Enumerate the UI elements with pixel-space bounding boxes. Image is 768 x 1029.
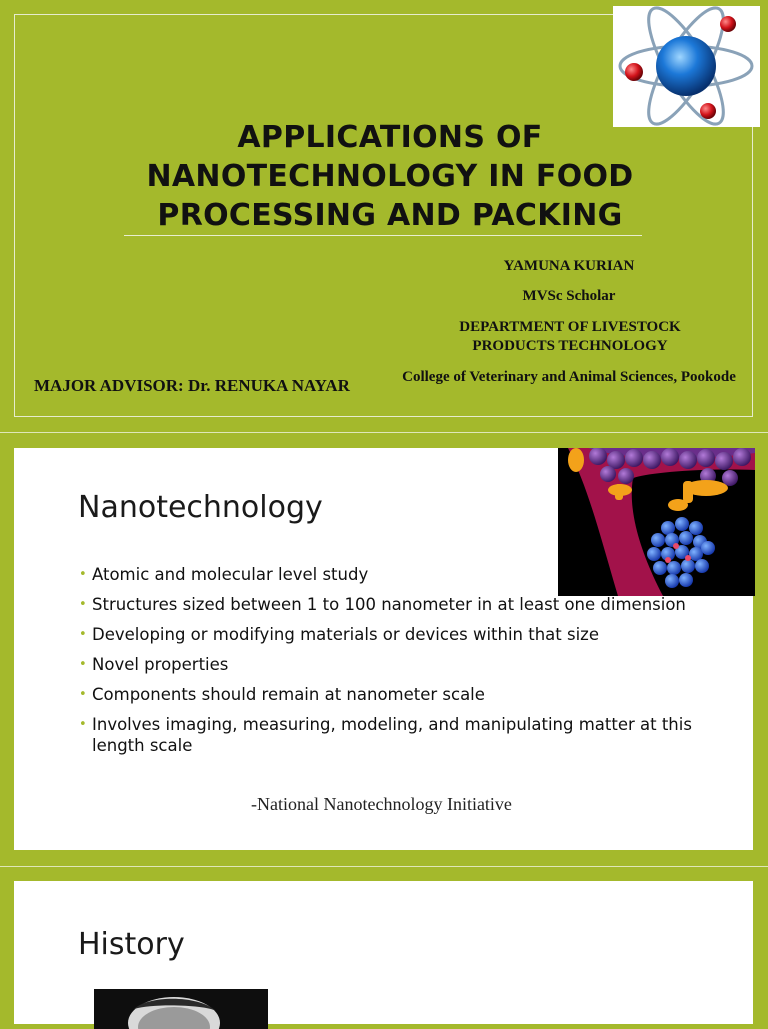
bullet-text: Atomic and molecular level study — [92, 565, 369, 584]
slide-separator — [0, 866, 768, 867]
title-line: PROCESSING AND PACKING — [157, 198, 623, 233]
bullet-list — [78, 564, 718, 765]
bullet-icon: • — [79, 717, 87, 732]
author-college: College of Veterinary and Animal Sciences, Pookode — [402, 369, 736, 385]
bullet-text: Structures sized between 1 to 100 nanometer in at least one dimension — [92, 595, 686, 614]
history-slide — [14, 881, 753, 1024]
title-underline — [124, 235, 642, 236]
slide-heading: History — [78, 927, 185, 962]
bullet-text: Involves imaging, measuring, modeling, and manipulating matter at this length scale — [92, 715, 692, 755]
title-line: NANOTECHNOLOGY IN FOOD — [146, 159, 634, 194]
bullet-text: Developing or modifying materials or devices within that size — [92, 625, 599, 644]
title-line: APPLICATIONS OF — [237, 120, 543, 155]
source-attribution: -National Nanotechnology Initiative — [251, 794, 512, 814]
bullet-icon: • — [79, 567, 87, 582]
author-role: MVSc Scholar — [522, 288, 616, 304]
slide-heading: Nanotechnology — [78, 490, 323, 525]
atom-icon — [613, 6, 760, 127]
list-item — [78, 624, 718, 645]
bullet-text: Components should remain at nanometer scale — [92, 685, 485, 704]
title-slide — [0, 0, 768, 430]
bullet-text: Novel properties — [92, 655, 229, 674]
bullet-icon: • — [79, 687, 87, 702]
nanotechnology-slide — [14, 448, 753, 850]
bullet-icon: • — [79, 627, 87, 642]
author-name: YAMUNA KURIAN — [503, 258, 635, 274]
slide-separator — [0, 432, 768, 433]
presentation-title — [110, 118, 670, 235]
list-item — [78, 654, 718, 675]
list-item — [78, 714, 718, 756]
author-department: DEPARTMENT OF LIVESTOCK PRODUCTS TECHNOLOGY — [459, 319, 681, 354]
list-item — [78, 564, 718, 585]
bullet-icon: • — [79, 657, 87, 672]
bullet-icon: • — [79, 597, 87, 612]
portrait-photo — [94, 989, 268, 1029]
major-advisor: MAJOR ADVISOR: Dr. RENUKA NAYAR — [34, 376, 350, 395]
list-item — [78, 594, 718, 615]
list-item — [78, 684, 718, 705]
